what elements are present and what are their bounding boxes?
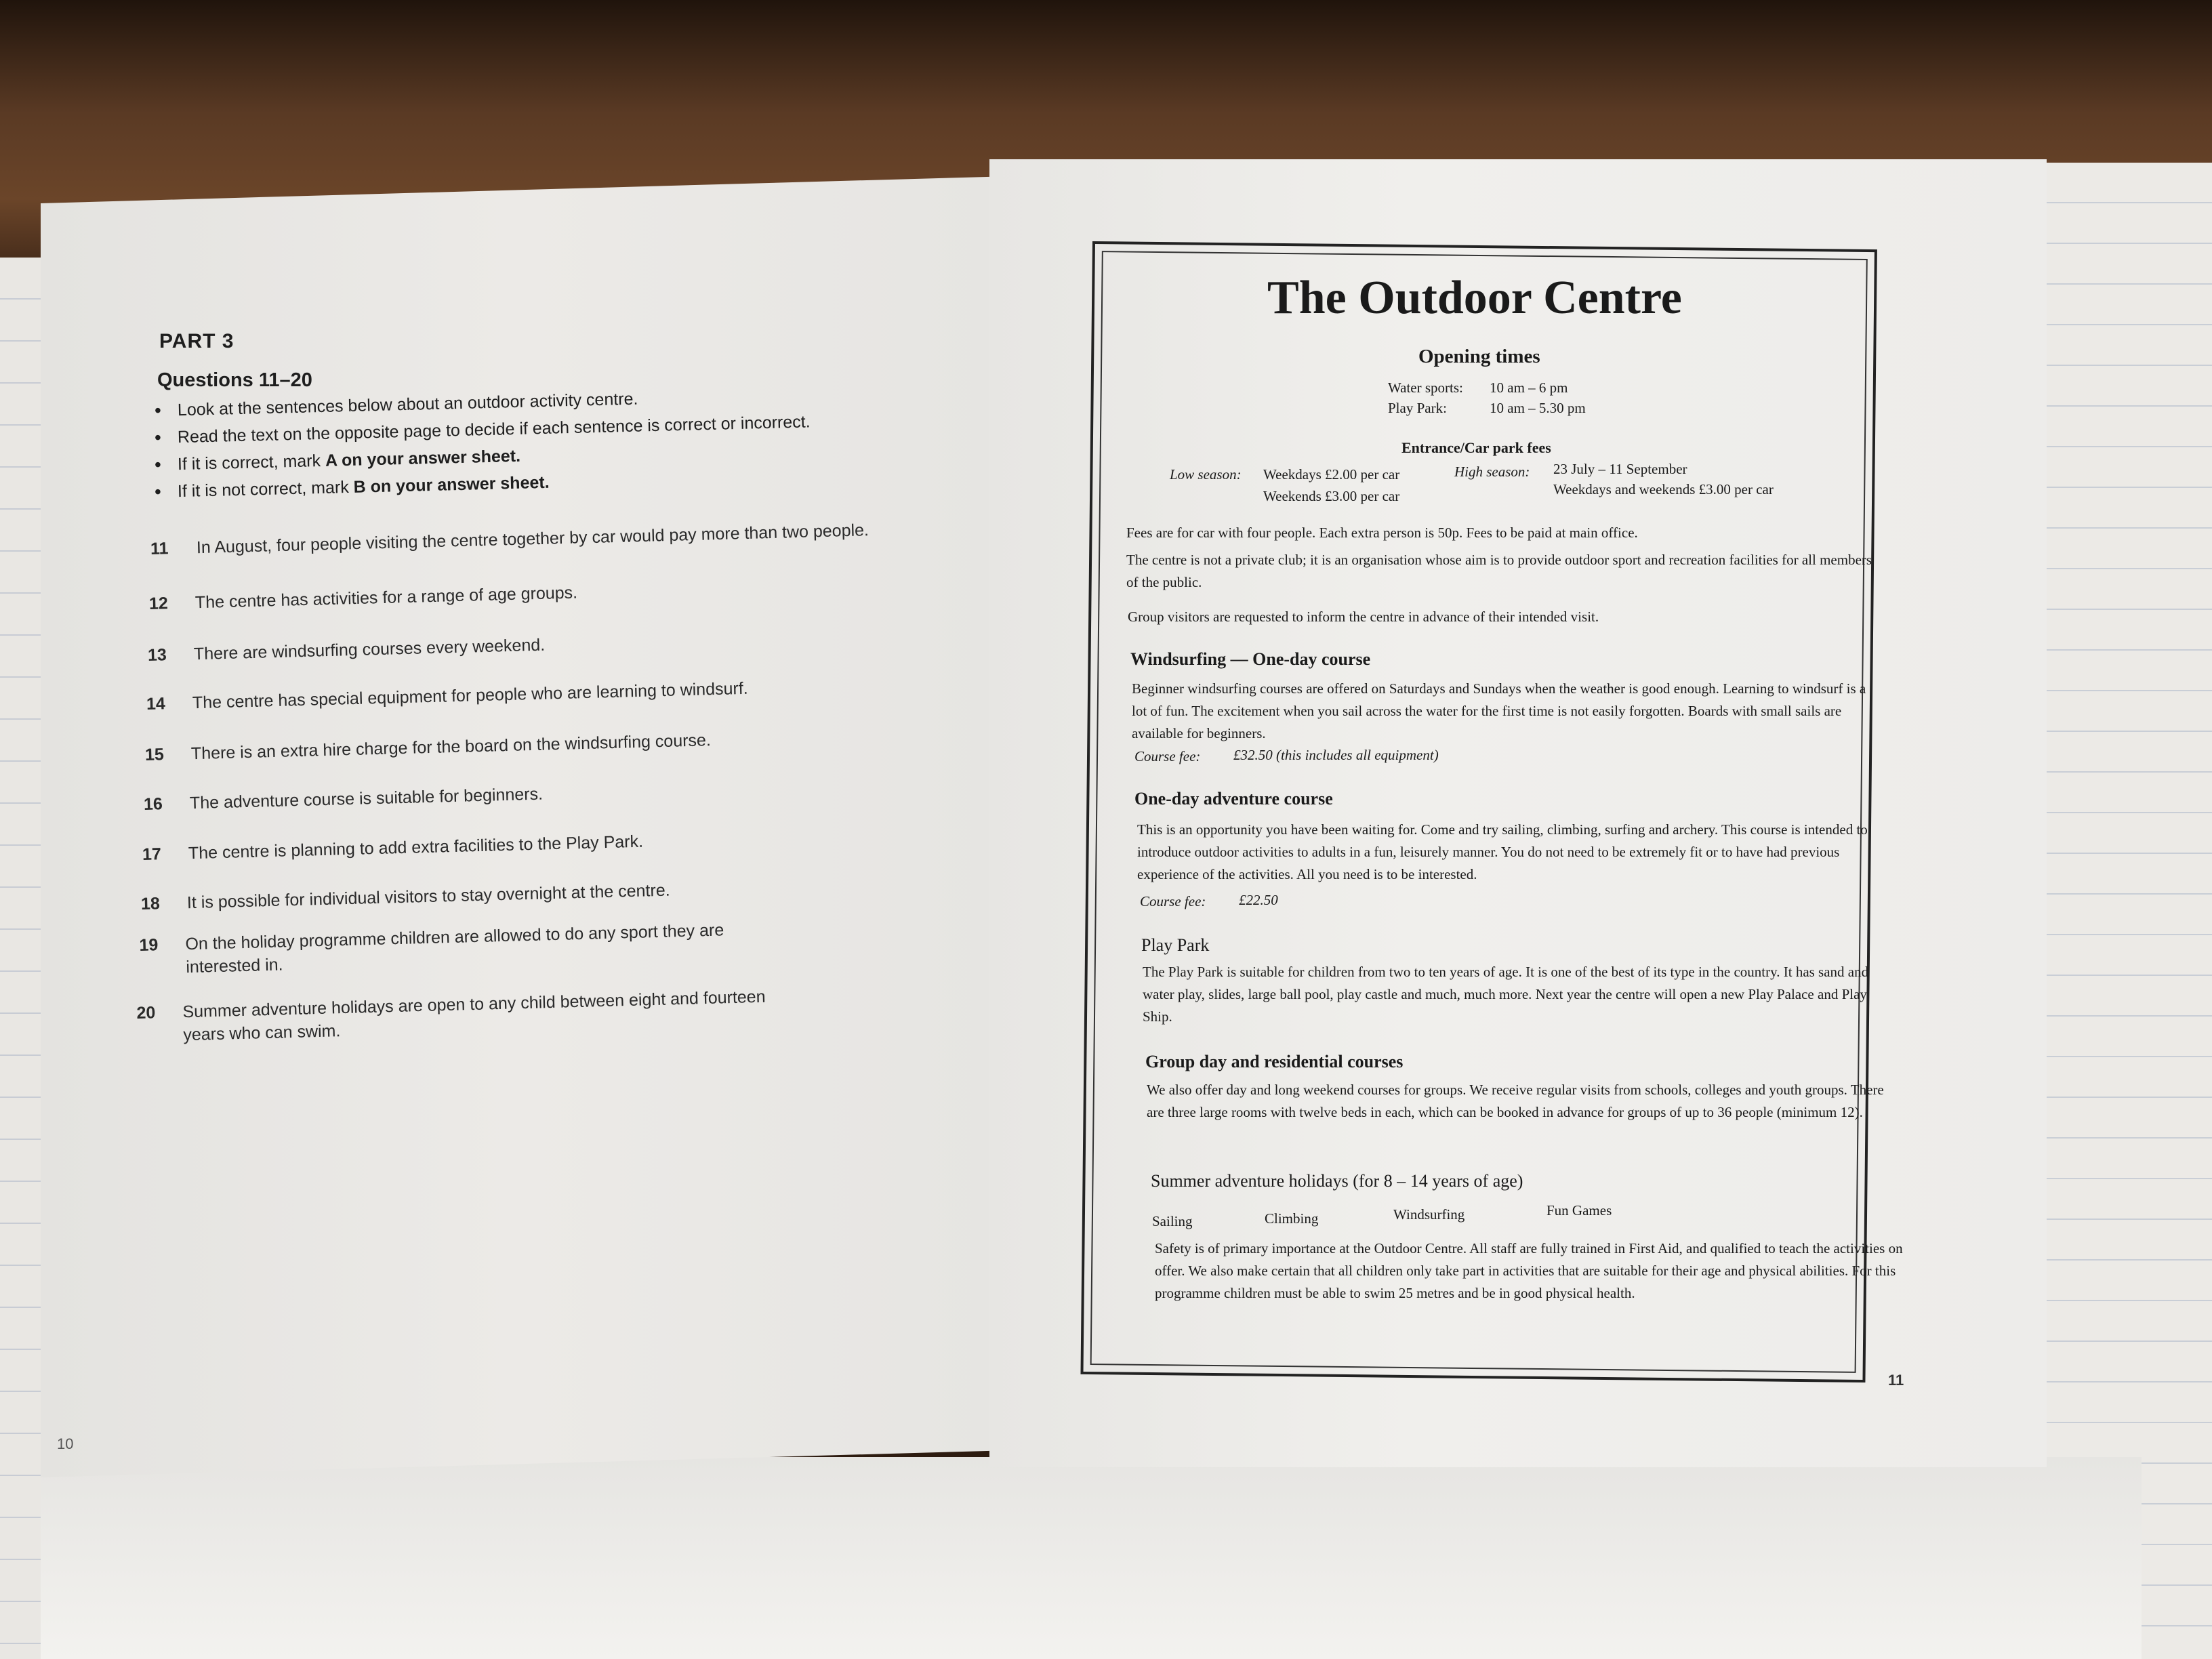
high-season-label: High season:: [1454, 464, 1530, 480]
question-11: 11 In August, four people visiting the centre together by car would pay more than two people.: [150, 520, 869, 558]
left-page-number: 10: [57, 1435, 74, 1452]
high-season-dates: 23 July – 11 September: [1553, 461, 1687, 477]
centre-aim-text: The centre is not a private club; it is an organisation whose aim is to provide outdoor sport and recreation facilities for all members of the public.: [1126, 552, 1872, 590]
opening-park-value: 10 am – 5.30 pm: [1490, 400, 1586, 416]
opening-water-label: Water sports:: [1388, 380, 1463, 396]
high-season-fee: Weekdays and weekends £3.00 per car: [1553, 481, 1774, 497]
instruction-item: • Look at the sentences below about an outdoor activity centre.: [155, 378, 1036, 422]
fees-note: Fees are for car with four people. Each extra person is 50p. Fees to be paid at main office.: [1126, 525, 1638, 541]
summer-activity-sailing: Sailing: [1152, 1213, 1193, 1229]
question-20: 20 Summer adventure holidays are open to any child between eight and fourteen years who can swim.: [136, 987, 766, 1045]
question-12: 12 The centre has activities for a range of age groups.: [148, 583, 578, 613]
question-15: 15 There is an extra hire charge for the board on the windsurfing course.: [144, 731, 712, 764]
part-heading: PART 3: [159, 330, 234, 352]
group-courses-heading: Group day and residential courses: [1145, 1052, 1404, 1071]
summer-safety-text: Safety is of primary importance at the Outdoor Centre. All staff are fully trained in First Aid, and qualified to teach the activities on offer. We also make certain that all children only take part in activities that are suitable for their age and physical abilities. For this programme children must be able to swim 25 metres and be in good physical health.: [1155, 1240, 1903, 1301]
summer-activity-windsurfing: Windsurfing: [1393, 1206, 1465, 1223]
adventure-fee-label: Course fee:: [1140, 893, 1206, 909]
question-16: 16 The adventure course is suitable for beginners.: [143, 784, 544, 814]
windsurfing-fee-label: Course fee:: [1134, 748, 1201, 764]
question-19: 19 On the holiday programme children are allowed to do any sport they are interested in.: [139, 920, 724, 977]
question-17: 17 The centre is planning to add extra facilities to the Play Park.: [142, 832, 644, 864]
adventure-text: This is an opportunity you have been waiting for. Come and try sailing, climbing, surfing and archery. This course is intended to introduce outdoor activities to adults in a fun, leisurely manner. You do not need to be extremely fit or to have had previous experience of the activities. All you need is to be interested.: [1137, 821, 1868, 882]
page-bottom-fold: [41, 1457, 2142, 1659]
instructions-list: [155, 389, 1036, 508]
windsurfing-heading: Windsurfing — One-day course: [1130, 649, 1371, 669]
question-18: 18 It is possible for individual visitors to stay overnight at the centre.: [140, 880, 670, 914]
play-park-heading: Play Park: [1141, 935, 1210, 955]
summer-activity-climbing: Climbing: [1265, 1210, 1319, 1227]
group-courses-text: We also offer day and long weekend courses for groups. We receive regular visits from schools, colleges and youth groups. There are three large rooms with twelve beds in each, which can be booked in advance for groups of up to 36 people (minimum 12).: [1147, 1082, 1884, 1120]
notebook-edge: [2020, 163, 2212, 1659]
opening-water-value: 10 am – 6 pm: [1490, 380, 1568, 396]
advert-title: The Outdoor Centre: [1267, 272, 1682, 324]
group-visitors-note: Group visitors are requested to inform the centre in advance of their intended visit.: [1128, 609, 1599, 625]
right-page-number: 11: [1888, 1372, 1904, 1389]
adventure-heading: One-day adventure course: [1134, 789, 1333, 808]
instruction-item: • Read the text on the opposite page to decide if each sentence is correct or incorrect.: [155, 405, 1036, 449]
fees-heading: Entrance/Car park fees: [1401, 439, 1551, 456]
summer-activity-fun-games: Fun Games: [1547, 1202, 1612, 1218]
opening-times-heading: Opening times: [1418, 346, 1540, 367]
questions-range: Questions 11–20: [157, 369, 312, 391]
low-season-label: Low season:: [1170, 466, 1242, 483]
question-14: 14 The centre has special equipment for people who are learning to windsurf.: [146, 678, 748, 714]
play-park-text: The Play Park is suitable for children from two to ten years of age. It is one of the best of its type in the country. It has sand and water play, slides, large ball pool, play castle and much, much more. Next year the centre will open a new Play Palace and Play Ship.: [1143, 964, 1869, 1025]
opening-park-label: Play Park:: [1388, 400, 1447, 416]
instruction-item: • If it is correct, mark A on your answer sheet.: [155, 432, 1036, 476]
summer-heading: Summer adventure holidays (for 8 – 14 years of age): [1151, 1171, 1523, 1191]
windsurfing-text: Beginner windsurfing courses are offered on Saturdays and Sundays when the weather is good enough. Learning to windsurf is a lot of fun. The excitement when you sail across the water for the first time is not easily forgotten. Boards with small sails are available for beginners.: [1132, 680, 1866, 741]
advert-frame: [1080, 241, 1877, 1382]
low-season-weekends: Weekends £3.00 per car: [1263, 488, 1400, 504]
low-season-weekdays: Weekdays £2.00 per car: [1263, 466, 1400, 483]
question-13: 13 There are windsurfing courses every weekend.: [147, 635, 546, 665]
instruction-item: • If it is not correct, mark B on your answer sheet.: [155, 459, 1036, 503]
windsurfing-fee-value: £32.50 (this includes all equipment): [1233, 747, 1439, 763]
adventure-fee-value: £22.50: [1239, 892, 1278, 908]
